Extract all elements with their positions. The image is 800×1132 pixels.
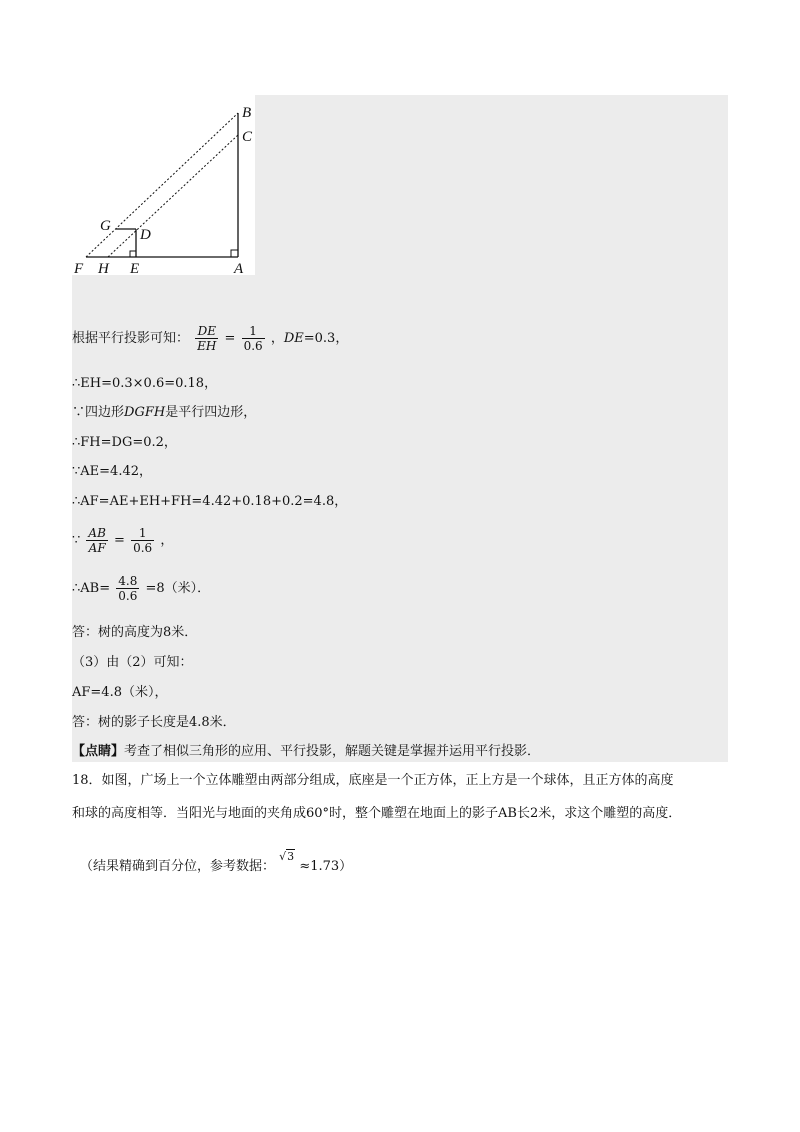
label-e: E bbox=[130, 261, 140, 275]
right-angle-e bbox=[130, 251, 136, 257]
right-angle-a bbox=[231, 250, 238, 257]
text-prefix: ∵四边形 bbox=[72, 405, 125, 420]
solution-line-12: 答：树的影子长度是4.8米． bbox=[72, 715, 236, 730]
comment-tag: 【点睛】 bbox=[72, 744, 125, 759]
frac-num: DE bbox=[195, 324, 218, 339]
label-a: A bbox=[234, 261, 244, 275]
frac-den: 0.6 bbox=[118, 589, 138, 603]
frac-num: AB bbox=[88, 526, 106, 540]
text-suffix: =8（米）． bbox=[145, 581, 211, 596]
label-b: B bbox=[242, 105, 252, 121]
fraction-de-eh bbox=[195, 324, 218, 353]
solution-line-13 bbox=[72, 743, 540, 761]
solution-line-3 bbox=[72, 404, 256, 422]
figure-box bbox=[72, 95, 255, 275]
solution-line-1: 根据平行投影可知： $\frac{DE}{EH}$ = $\frac{1}{0.6}$ ，DE=0.3， bbox=[72, 324, 349, 353]
equals-sign: = bbox=[224, 331, 236, 346]
label-f: F bbox=[74, 261, 84, 275]
comment-text: 考查了相似三角形的应用、平行投影，解题关键是掌握并运用平行投影． bbox=[124, 744, 541, 759]
geometry-figure bbox=[72, 95, 255, 275]
label-g: G bbox=[100, 218, 111, 234]
frac-den: 0.6 bbox=[243, 339, 263, 353]
frac-num: 1 bbox=[242, 324, 265, 339]
solution-line-6: ∴AF=AE+EH+FH=4.42+0.18+0.2=4.8， bbox=[72, 494, 348, 509]
text-prefix: ∵ bbox=[72, 533, 81, 548]
var-dgfh: DGFH bbox=[124, 405, 166, 420]
sqrt-3: √3 bbox=[279, 850, 295, 863]
frac-num: 1 bbox=[131, 526, 154, 541]
label-h: H bbox=[98, 261, 109, 275]
problem-18-line-1: 18．如图，广场上一个立体雕塑由两部分组成，底座是一个正方体，正上方是一个球体，且正方体的高度 bbox=[72, 773, 674, 788]
solution-line-8 bbox=[72, 574, 210, 603]
sqrt-radicand: 3 bbox=[287, 850, 295, 863]
text-suffix: ， bbox=[160, 533, 174, 548]
solution-line-4: ∴FH=DG=0.2， bbox=[72, 435, 177, 450]
equals-sign: = bbox=[114, 533, 125, 548]
solution-line-5: ∵AE=4.42， bbox=[72, 464, 152, 479]
var-de: DE bbox=[283, 331, 304, 346]
note-prefix: （结果精确到百分位，参考数据： bbox=[80, 859, 276, 874]
problem-18-line-2: 和球的高度相等．当阳光与地面的夹角成60°时，整个雕塑在地面上的影子AB长2米，求这个雕塑的高度． bbox=[72, 806, 682, 821]
fraction-1-06 bbox=[242, 324, 265, 353]
text-prefix: ∴AB= bbox=[72, 581, 111, 596]
solution-line-9: 答：树的高度为8米． bbox=[72, 625, 198, 640]
fraction-48-06 bbox=[116, 574, 139, 603]
label-d: D bbox=[140, 227, 151, 243]
frac-den: 0.6 bbox=[133, 541, 153, 555]
ray-hc bbox=[108, 135, 238, 257]
text-suffix: =0.3， bbox=[303, 331, 349, 346]
ray-fb bbox=[86, 113, 238, 257]
solution-line-11: AF=4.8（米）， bbox=[72, 685, 168, 700]
label-c: C bbox=[242, 129, 253, 145]
fraction-1-06 bbox=[131, 526, 154, 555]
frac-num: 4.8 bbox=[118, 574, 138, 588]
solution-line-7 bbox=[72, 526, 173, 555]
frac-den: AF bbox=[88, 541, 106, 555]
note-suffix: ≈1.73） bbox=[299, 859, 353, 874]
solution-line-10: （3）由（2）可知： bbox=[72, 655, 193, 670]
solution-line-2: ∴EH=0.3×0.6=0.18， bbox=[72, 376, 218, 391]
text-prefix: 根据平行投影可知： bbox=[72, 331, 190, 346]
fraction-ab-af bbox=[86, 526, 107, 555]
problem-18-note bbox=[80, 850, 353, 876]
text-suffix: 是平行四边形， bbox=[165, 405, 257, 420]
frac-den: EH bbox=[197, 339, 217, 353]
